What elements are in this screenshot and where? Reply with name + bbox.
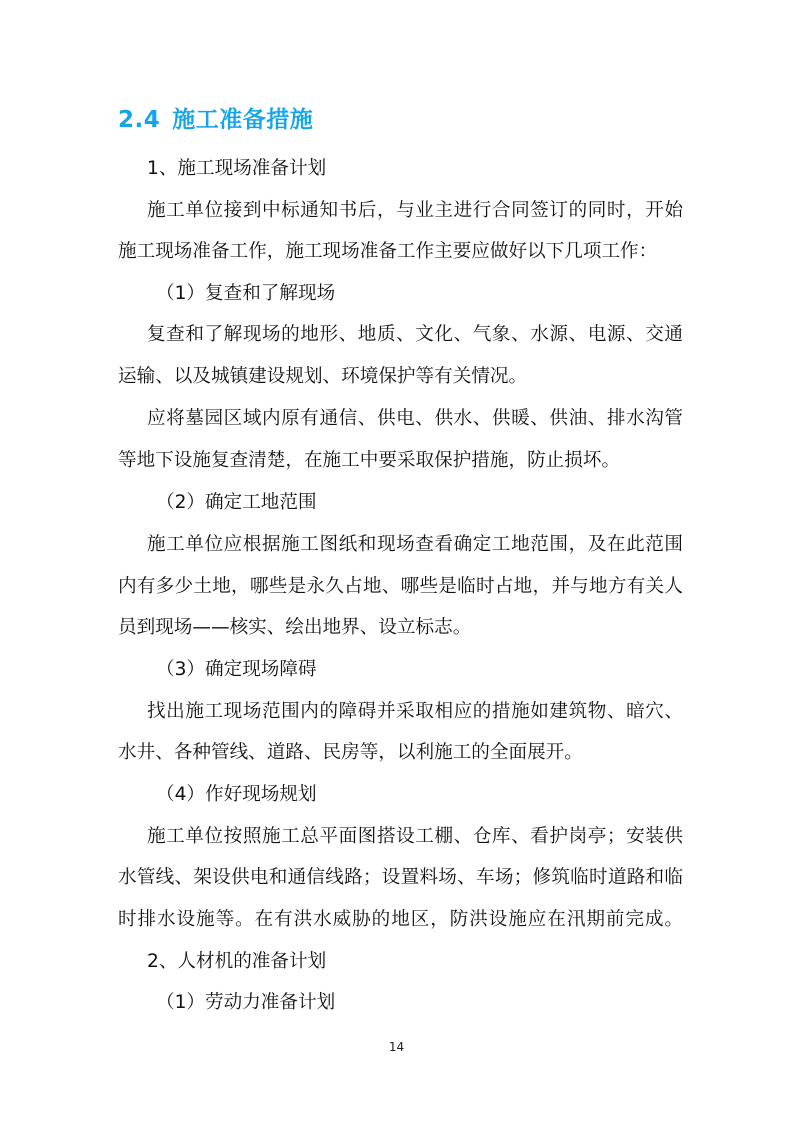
paragraph-line: 时排水设施等。在有洪水威胁的地区，防洪设施应在汛期前完成。 [118, 909, 683, 930]
paragraph-line: 水管线、架设供电和通信线路；设置料场、车场；修筑临时道路和临 [118, 867, 683, 888]
item-heading-site-planning: （4）作好现场规划 [156, 784, 317, 805]
subheading-resources-preparation: 2、人材机的准备计划 [147, 951, 327, 972]
paragraph-line: 找出施工现场范围内的障碍并采取相应的措施如建筑物、暗穴、 [147, 701, 683, 722]
paragraph-line: 等地下设施复查清楚，在施工中要采取保护措施，防止损坏。 [118, 450, 621, 471]
paragraph-line: 复查和了解现场的地形、地质、文化、气象、水源、电源、交通 [147, 324, 683, 345]
item-heading-site-boundary: （2）确定工地范围 [156, 492, 317, 513]
paragraph-line: 施工单位应根据施工图纸和现场查看确定工地范围，及在此范围 [147, 534, 683, 555]
page-number: 14 [388, 1040, 405, 1054]
paragraph-line: 水井、各种管线、道路、民房等，以利施工的全面展开。 [118, 742, 583, 763]
paragraph-line: 施工单位接到中标通知书后，与业主进行合同签订的同时，开始 [147, 200, 683, 221]
section-heading [118, 101, 313, 134]
item-heading-labor-plan: （1）劳动力准备计划 [156, 992, 336, 1013]
section-title: 施工准备措施 [172, 107, 314, 133]
item-heading-review-site: （1）复查和了解现场 [156, 283, 336, 304]
paragraph-line: 员到现场——核实、绘出地界、设立标志。 [118, 617, 472, 638]
item-heading-site-obstacles: （3）确定现场障碍 [156, 659, 317, 680]
paragraph-line: 内有多少土地，哪些是永久占地、哪些是临时占地，并与地方有关人 [118, 576, 683, 597]
section-number: 2.4 [118, 107, 161, 133]
paragraph-line: 应将墓园区域内原有通信、供电、供水、供暖、供油、排水沟管 [147, 408, 683, 429]
subheading-site-preparation: 1、施工现场准备计划 [147, 158, 327, 179]
paragraph-line: 施工现场准备工作，施工现场准备工作主要应做好以下几项工作： [118, 241, 658, 262]
paragraph-line: 施工单位按照施工总平面图搭设工棚、仓库、看护岗亭；安装供 [147, 826, 683, 847]
paragraph-line: 运输、以及城镇建设规划、环境保护等有关情况。 [118, 366, 528, 387]
